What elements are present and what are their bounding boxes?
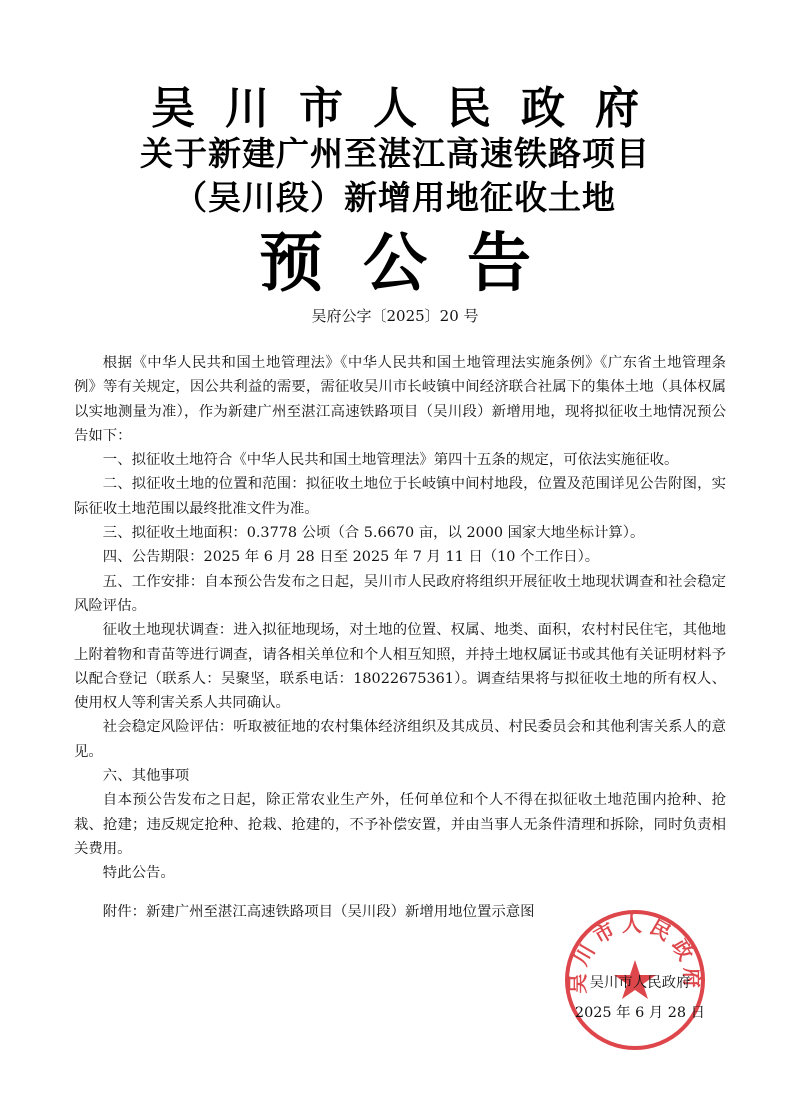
title-line-3: （吴川段）新增用地征收土地 xyxy=(174,178,616,217)
signature-date: 2025 年 6 月 28 日 xyxy=(574,1005,706,1021)
signature-org: 吴川市人民政府 xyxy=(589,975,691,991)
paragraph-intro: 根据《中华人民共和国土地管理法》《中华人民共和国土地管理法实施条例》《广东省土地管理条例》等有关规定，因公共利益的需要，需征收吴川市长岐镇中间经济联合社属下的集体土地（具体权属以实地测量为准），作为新建广州至湛江高速铁路项目（吴川段）新增用地，现将拟征收土地情况预公告如下： xyxy=(74,355,726,444)
paragraph-closing: 特此公告。 xyxy=(102,865,175,882)
document-number: 吴府公字〔2025〕20 号 xyxy=(311,307,479,325)
paragraph-survey: 征收土地现状调查：进入拟征地现场，对土地的位置、权属、地类、面积，农村村民住宅，其他地上附着物和青苗等进行调查，请各相关单位和个人相互知照，并持土地权属证书或其他有关证明材料予以配合登记（联系人：吴聚坚，联系电话：18022675361）。调查结果将与拟征收土地的所有权人、使用权人等利害关系人共同确认。 xyxy=(74,622,726,712)
attachment-note: 附件：新建广州至湛江高速铁路项目（吴川段）新增用地位置示意图 xyxy=(102,903,535,920)
paragraph-item-6: 六、其他事项 xyxy=(102,768,190,785)
paragraph-item-4: 四、公告期限：2025 年 6 月 28 日至 2025 年 7 月 11 日（10 个工作日）。 xyxy=(102,549,600,566)
title-line-4: 预公告 xyxy=(259,226,571,301)
paragraph-item-3: 三、拟征收土地面积：0.3778 公顷（合 5.6670 亩，以 2000 国家大地坐标计算）。 xyxy=(102,525,645,542)
title-line-1: 吴川市人民政府 xyxy=(151,83,669,134)
document-body xyxy=(74,351,726,924)
paragraph-item-5: 五、工作安排：自本预公告发布之日起，吴川市人民政府将组织开展征收土地现状调查和社会稳定风险评估。 xyxy=(74,573,726,614)
paragraph-other: 自本预公告发布之日起，除正常农业生产外，任何单位和个人不得在拟征收土地范围内抢种、抢栽、抢建；违反规定抢种、抢栽、抢建的，不予补偿安置，并由当事人无条件清理和拆除，同时负责相关费用。 xyxy=(74,792,726,857)
paragraph-risk: 社会稳定风险评估：听取被征地的农村集体经济组织及其成员、村民委员会和其他利害关系人的意见。 xyxy=(74,719,726,760)
paragraph-item-2: 二、拟征收土地的位置和范围：拟征收土地位于长岐镇中间村地段，位置及范围详见公告附图，实际征收土地范围以最终批准文件为准。 xyxy=(74,476,726,517)
paragraph-item-1: 一、拟征收土地符合《中华人民共和国土地管理法》第四十五条的规定，可依法实施征收。 xyxy=(102,452,679,469)
title-line-2: 关于新建广州至湛江高速铁路项目 xyxy=(140,134,650,173)
svg-text:吴川市人民政府: 吴川市人民政府 xyxy=(565,912,705,994)
